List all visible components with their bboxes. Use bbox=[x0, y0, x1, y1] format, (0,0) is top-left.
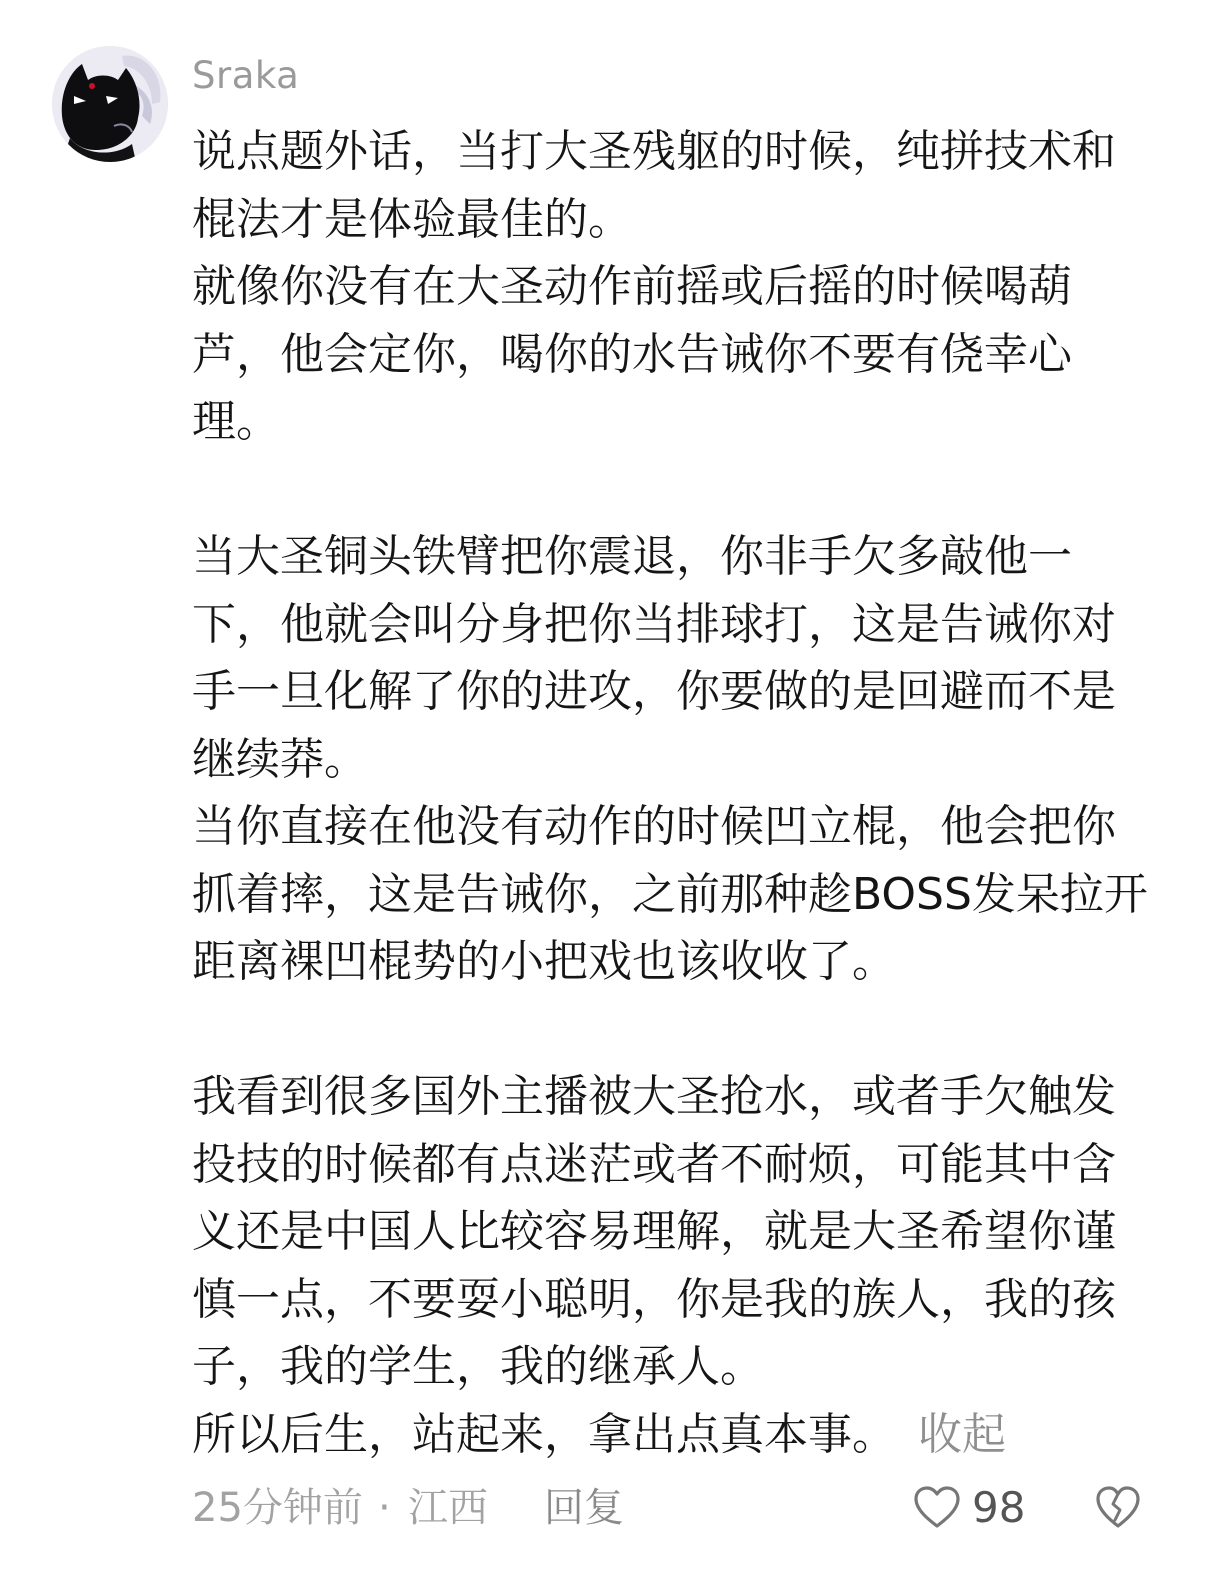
paragraph-gap bbox=[192, 996, 1152, 1064]
reply-button[interactable]: 回复 bbox=[544, 1485, 624, 1531]
location: 江西 bbox=[408, 1485, 488, 1531]
comment-paragraph-text: 所以后生，站起来，拿出点真本事。 bbox=[192, 1408, 896, 1460]
collapse-button[interactable]: 收起 bbox=[918, 1408, 1006, 1460]
black-cat-avatar-icon bbox=[52, 46, 168, 162]
heart-outline-icon[interactable] bbox=[912, 1484, 962, 1530]
comment-paragraph: 说点题外话，当打大圣残躯的时候，纯拼技术和棍法才是体验最佳的。 bbox=[192, 126, 1116, 245]
meta-separator: · bbox=[378, 1485, 391, 1531]
broken-heart-icon[interactable] bbox=[1094, 1484, 1142, 1530]
comment-paragraph: 我看到很多国外主播被大圣抢水，或者手欠触发投技的时候都有点迷茫或者不耐烦，可能其中含义还是中国人比较容易理解，就是大圣希望你谨慎一点，不要耍小聪明，你是我的族人，我的孩子，我的学生，我的继承人。 bbox=[192, 1071, 1116, 1392]
comment-body bbox=[192, 118, 1152, 1468]
comment-paragraph: 当你直接在他没有动作的时候凹立棍，他会把你抓着摔，这是告诫你，之前那种趁BOSS发呆拉开距离裸凹棍势的小把戏也该收收了。 bbox=[192, 801, 1148, 987]
username[interactable]: Sraka bbox=[192, 54, 300, 97]
comment-paragraph: 当大圣铜头铁臂把你震退，你非手欠多敲他一下，他就会叫分身把你当排球打，这是告诫你对手一旦化解了你的进攻，你要做的是回避而不是继续莽。 bbox=[192, 531, 1116, 785]
paragraph-gap bbox=[192, 456, 1152, 524]
avatar[interactable] bbox=[52, 46, 168, 162]
like-count: 98 bbox=[972, 1483, 1026, 1532]
comment-paragraph: 就像你没有在大圣动作前摇或后摇的时候喝葫芦，他会定你，喝你的水告诫你不要有侥幸心理。 bbox=[192, 261, 1072, 447]
comment-last-paragraph bbox=[192, 1401, 1152, 1469]
timestamp: 25分钟前 bbox=[192, 1485, 363, 1531]
